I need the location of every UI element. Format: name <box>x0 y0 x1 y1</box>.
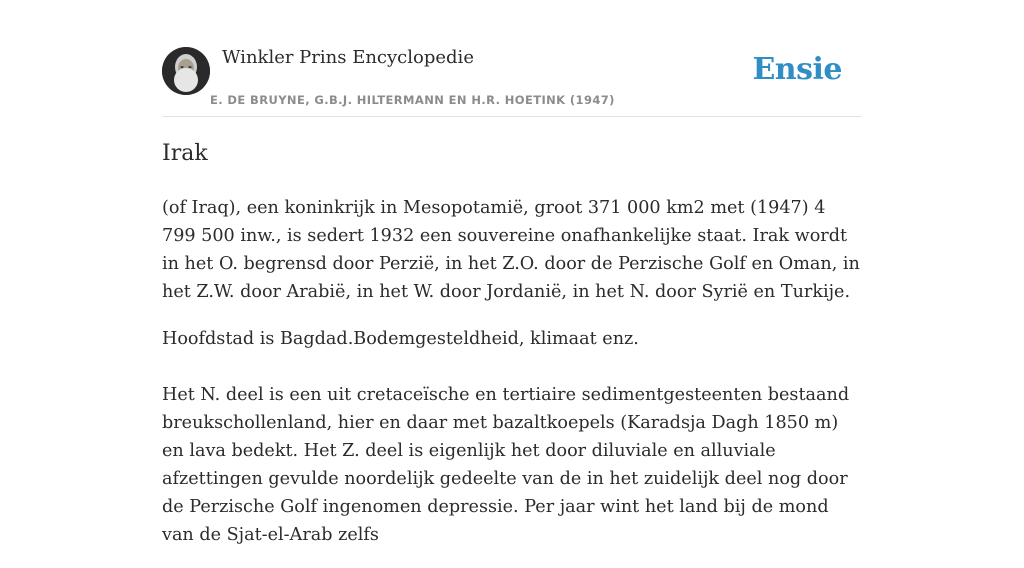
authors-line: E. DE BRUYNE, G.B.J. HILTERMANN EN H.R. HOETINK (1947) <box>210 93 615 107</box>
brand-logo[interactable]: Ensie <box>752 52 842 87</box>
article-paragraph: (of Iraq), een koninkrijk in Mesopotamië, groot 371 000 km2 met (1947) 4 799 500 inw., is sedert 1932 een souvereine onafhankelijke staat. Irak wordt in het O. begrensd door Perzië, in het Z.O. door de Perzische Golf en Oman, in het Z.W. door Arabië, in het W. door Jordanië, in het N. door Syrië en Turkije. <box>162 198 860 302</box>
portrait-photo-icon <box>162 47 210 95</box>
article-title: Irak <box>162 141 208 166</box>
avatar[interactable] <box>162 47 210 95</box>
article <box>162 136 862 568</box>
header <box>162 46 862 117</box>
article-paragraph: Het N. deel is een uit cretaceïsche en tertiaire sedimentgesteenten bestaand breukschollenland, hier en daar met bazaltkoepels (Karadsja Dagh 1850 m) en lava bedekt. Het Z. deel is eigenlijk het door diluviale en alluviale afzettingen gevulde noordelijk gedeelte van de in het zuidelijk deel nog door de Perzische Golf ingenomen depressie. Per jaar wint het land bij de mond van de Sjat-el-Arab zelfs <box>162 385 850 545</box>
source-title[interactable]: Winkler Prins Encyclopedie <box>222 47 474 68</box>
article-paragraph: Hoofdstad is Bagdad.Bodemgesteldheid, klimaat enz. <box>162 329 639 349</box>
